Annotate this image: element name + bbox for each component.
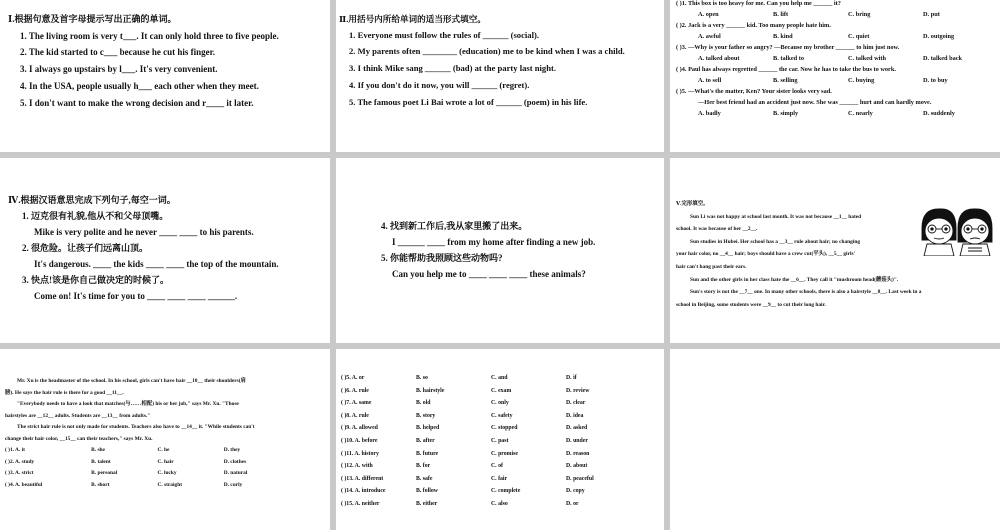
chinese-prompt: 5. 你能帮助我照顾这些动物吗? (381, 253, 503, 263)
cloze-line: school in Beijing, some students were __9__ to cut their long hair. (676, 301, 826, 308)
mc-question-stem: ( )2. Jack is a very ______ kid. Too many people hate him. (676, 22, 831, 29)
panel-cloze (676, 198, 998, 311)
option: C. stopped (491, 425, 518, 432)
section-heading-4: Ⅳ.根据汉语意思完成下列句子,每空一词。 (8, 195, 176, 205)
cloze-line: Mr. Xu is the headmaster of the school. In his school, girls can't have hair __10__ their shoulders(肩 (17, 378, 246, 384)
divider-horizontal-1 (0, 152, 1000, 158)
cloze-line: your hair color, no __4__ hair; boys should have a crew cut(平头), __5__ girls' (676, 251, 856, 258)
english-sentence: I ______ ____ from my home after finding a new job. (392, 237, 596, 247)
option: B. follow (416, 488, 438, 495)
cloze-line: school. It was because of her __2__. (676, 226, 758, 233)
cloze-options (5, 480, 290, 492)
mc-options (676, 53, 998, 64)
option: ( )13. A. different (341, 475, 384, 482)
mc-question-stem: ( )1. This box is too heavy for me. Can you help me ______ it? (676, 0, 841, 7)
option: B. talent (91, 458, 111, 465)
cloze-options (341, 397, 641, 410)
option: ( )14. A. introduce (341, 488, 386, 495)
cloze-options (341, 422, 641, 435)
panel-blank (670, 349, 1000, 530)
question-item: 4. If you don't do it now, you will ______ (regret). (349, 79, 530, 90)
cloze-options (341, 410, 641, 423)
option: B. old (416, 400, 431, 407)
option: D. natural (223, 470, 248, 476)
option: ( )1. A. it (5, 447, 25, 453)
option: C. and (491, 375, 508, 381)
mc-options (676, 75, 998, 86)
option: B. hairstyle (416, 387, 445, 394)
cloze-options (5, 468, 290, 480)
mc-question-stem: ( )4. Paul has always regretted ______ the car. Now he has to take the bus to work. (676, 66, 896, 73)
option: ( )7. A. same (341, 400, 372, 407)
option: A. talked about (698, 55, 740, 62)
option: C. bring (848, 11, 871, 18)
panel-word-forms (339, 13, 661, 108)
question-item: 2. The kid started to c___ because he cut his finger. (20, 47, 216, 58)
option: C. safety (491, 412, 513, 419)
option: B. she (91, 447, 105, 453)
option: D. copy (566, 488, 585, 495)
option: D. idea (566, 412, 584, 419)
option: C. fair (491, 475, 508, 482)
chinese-prompt: 4. 找到新工作后,我从家里搬了出来。 (381, 221, 528, 231)
option: C. past (491, 437, 509, 444)
option: D. reason (566, 450, 590, 457)
option: D. put (923, 11, 940, 18)
cloze-options (341, 460, 641, 473)
option: B. safe (416, 475, 433, 482)
option: B. talked to (773, 55, 804, 62)
cloze-options (341, 498, 641, 511)
option: D. outgoing (923, 33, 955, 40)
question-item: 1. Everyone must follow the rules of ______ (social). (349, 29, 539, 40)
option: C. hair (157, 458, 174, 465)
option: B. lift (773, 11, 789, 18)
option: ( )11. A. history (341, 450, 379, 457)
option: D. clear (566, 400, 586, 407)
mc-options (676, 31, 998, 42)
option: D. they (223, 447, 241, 453)
option: ( )3. A. strict (5, 470, 34, 476)
option: A. open (698, 11, 719, 18)
option: B. story (416, 412, 436, 419)
panel-translation-a (8, 194, 326, 303)
option: ( )5. A. or (341, 375, 365, 381)
cartoon-students-illustration (918, 206, 994, 256)
question-item: 5. The famous poet Li Bai wrote a lot of ______ (poem) in his life. (349, 96, 588, 107)
question-item: 1. The living room is very t___. It can only hold three to five people. (20, 30, 279, 41)
section-heading-5: Ⅴ.完形填空。 (676, 201, 709, 207)
option: C. talked with (848, 55, 886, 62)
cloze-line: Sun and the other girls in her class hate the __6__. They call it "mushroom head(蘑菇头)". (690, 276, 899, 283)
option: ( )6. A. rule (341, 387, 369, 394)
panel-cloze-continued (5, 376, 328, 491)
chinese-prompt: 3. 快点!该是你自己做决定的时候了。 (22, 275, 169, 285)
option: C. complete (491, 488, 521, 495)
section-heading-1: Ⅰ.根据句意及首字母提示写出正确的单词。 (8, 14, 177, 24)
mc-question-stem-continued: —Her best friend had an accident just now. She was ______ hurt and can hardly move. (698, 99, 932, 106)
panel-vocabulary (8, 13, 326, 109)
english-sentence: It's dangerous. ____ the kids ____ ____ the top of the mountain. (34, 259, 279, 269)
cloze-line: 膀). He says the hair rule is there for a good __11__. (5, 389, 124, 396)
cloze-line: hair can't hang past their ears. (676, 263, 747, 270)
option: ( )10. A. before (341, 437, 378, 444)
mc-options (676, 9, 998, 20)
option: D. about (566, 463, 588, 470)
option: B. personal (91, 470, 118, 476)
english-sentence: Can you help me to ____ ____ ____ these animals? (392, 269, 586, 279)
panel-translation-b (339, 220, 661, 281)
option: ( )9. A. allowed (341, 425, 378, 432)
option: D. curly (223, 481, 243, 488)
mc-question-stem: ( )3. —Why is your father so angry? —Because my brother ______ to him just now. (676, 44, 900, 51)
panel-multiple-choice (676, 0, 998, 119)
option: C. he (157, 447, 170, 453)
option: D. if (566, 375, 577, 381)
section-heading-2: Ⅱ.用括号内所给单词的适当形式填空。 (339, 14, 486, 24)
option: ( )12. A. with (341, 463, 373, 470)
panel-cloze-options (341, 372, 661, 511)
question-item: 3. I always go upstairs by l___. It's very convenient. (20, 64, 218, 75)
option: C. lucky (157, 470, 177, 476)
option: ( )8. A. rule (341, 412, 369, 419)
question-item: 5. I don't want to make the wrong decision and r____ it later. (20, 97, 254, 108)
option: A. to sell (698, 77, 722, 84)
mc-options (676, 108, 998, 119)
option: A. awful (698, 33, 721, 40)
chinese-prompt: 1. 迈克很有礼貌,他从不和父母顶嘴。 (22, 211, 169, 221)
option: C. promise (491, 450, 518, 457)
cloze-options (5, 445, 290, 457)
option: B. after (416, 437, 435, 444)
english-sentence: Come on! It's time for you to ____ ____ ____ ______. (34, 291, 238, 301)
cloze-line: change their hair color, __15__ can their teachers," says Mr. Xu. (5, 435, 153, 442)
cloze-line: "Everybody needs to have a look that matches(与……相配) his or her job," says Mr. Xu. "Those (17, 401, 239, 407)
question-item: 3. I think Mike sang ______ (bad) at the party last night. (349, 63, 556, 74)
cloze-line: The strict hair rule is not only made for students. Teachers also have to __14__ it. "While students can't (17, 424, 255, 430)
option: B. either (416, 500, 438, 507)
option: D. or (566, 500, 579, 507)
english-sentence: Mike is very polite and he never ____ ____ to his parents. (34, 227, 254, 237)
cloze-options (341, 435, 641, 448)
cloze-options (341, 372, 641, 385)
option: B. helped (416, 425, 440, 432)
option: C. exam (491, 387, 512, 394)
chinese-prompt: 2. 很危险。让孩子们远离山顶。 (22, 243, 149, 253)
option: C. nearly (848, 110, 873, 117)
option: A. badly (698, 110, 721, 117)
option: D. clothes (223, 458, 247, 465)
option: D. review (566, 387, 590, 394)
option: D. suddenly (923, 110, 955, 117)
cloze-options (341, 385, 641, 398)
option: C. only (491, 400, 509, 407)
option: C. of (491, 463, 503, 470)
option: B. kind (773, 33, 793, 40)
option: C. quiet (848, 33, 870, 40)
cloze-line: Sun's story is not the __7__ one. In many other schools, there is also a hairstyle __8__. Last week in a (690, 289, 922, 296)
cloze-line: Sun studies in Hubei. Her school has a __3__ rule about hair; no changing (690, 238, 861, 245)
option: ( )15. A. neither (341, 500, 380, 507)
option: D. peaceful (566, 475, 594, 482)
option: C. also (491, 500, 508, 507)
mc-question-stem: ( )5. —What's the matter, Ken? Your sister looks very sad. (676, 88, 832, 95)
option: C. buying (848, 77, 875, 84)
cloze-line: hairstyles are __12__ adults. Students are __13__ from adults." (5, 412, 151, 419)
question-item: 4. In the USA, people usually h___ each other when they meet. (20, 80, 259, 91)
option: B. selling (773, 77, 798, 84)
option: ( )2. A. study (5, 458, 35, 465)
option: D. asked (566, 425, 588, 432)
option: B. simply (773, 110, 799, 117)
divider-vertical-1 (330, 0, 336, 530)
option: ( )4. A. beautiful (5, 481, 43, 488)
cloze-options (5, 457, 290, 469)
cloze-options (341, 473, 641, 486)
option: D. to buy (923, 77, 948, 84)
cloze-options (341, 485, 641, 498)
option: B. so (416, 375, 428, 381)
option: B. short (91, 481, 110, 488)
option: D. under (566, 437, 588, 444)
option: C. straight (157, 481, 182, 488)
cloze-line: Sun Li was not happy at school last month. It was not because __1__ hated (690, 213, 862, 220)
question-item: 2. My parents often ________ (education) me to be kind when I was a child. (349, 46, 625, 57)
option: D. talked back (923, 55, 963, 62)
cloze-options (341, 448, 641, 461)
option: B. future (416, 450, 439, 457)
option: B. for (416, 463, 431, 470)
